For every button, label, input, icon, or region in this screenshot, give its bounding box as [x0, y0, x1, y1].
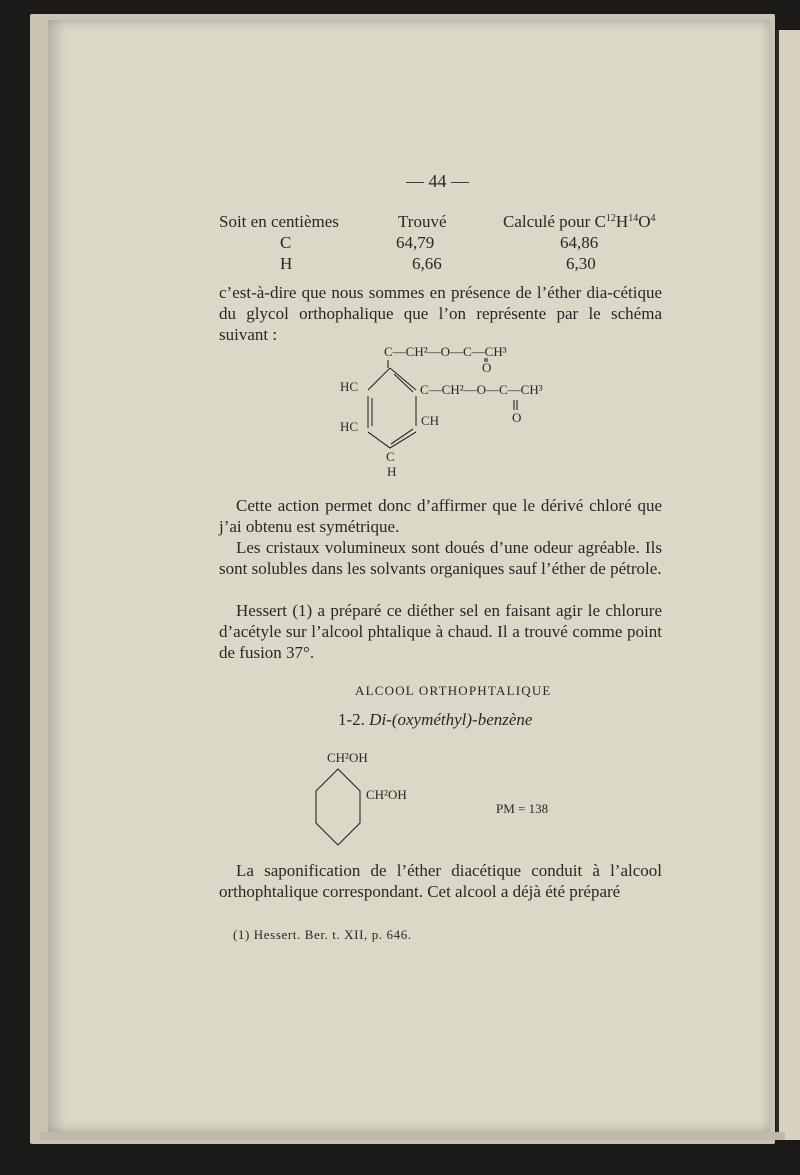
- table-header-found: Trouvé: [398, 212, 447, 231]
- formula-left-hc-2: HC: [340, 419, 359, 434]
- paragraph-diacetate: c’est-à-dire que nous sommes en présence de l’éther dia-cétique du glycol orthophalique que l’on représente par le schéma suivant :: [219, 283, 662, 344]
- paragraph-hessert: Hessert (1) a préparé ce diéther sel en faisant agir le chlorure d’acétyle sur l’alcool phtalique à chaud. Il a trouvé comme point de fusion 37°.: [219, 601, 662, 662]
- formula-top-chain: C—CH²—O—C—CH³: [384, 344, 507, 359]
- section-title: ALCOOL ORTHOPHTALIQUE: [355, 683, 552, 698]
- table-row-element: H: [280, 254, 293, 273]
- table-header-label: Soit en centièmes: [219, 212, 339, 231]
- diacetate-structural-formula: [300, 338, 600, 483]
- table-row-calculated: 64,86: [560, 233, 599, 252]
- formula-bottom-h: H: [387, 464, 397, 479]
- section-subtitle-number: 1-2.: [338, 710, 365, 729]
- paragraph-crystals: Les cristaux volumineux sont doués d’une odeur agréable. Ils sont solubles dans les solvants organiques sauf l’éther de pétrole.: [219, 538, 662, 578]
- page-number: — 44 —: [406, 171, 469, 191]
- formula-top-carbonyl-o: O: [482, 360, 492, 375]
- section-subtitle-name: Di-(oxyméthyl)-benzène: [369, 710, 533, 729]
- formula-bottom-c: C: [386, 449, 395, 464]
- molar-mass: PM = 138: [496, 801, 549, 816]
- table-row-found: 64,79: [396, 233, 435, 252]
- next-page-edge: [776, 30, 800, 1140]
- page-bottom-edge: [40, 1132, 785, 1140]
- paragraph-symmetry: Cette action permet donc d’affirmer que le dérivé chloré que j’ai obtenu est symétrique.: [219, 496, 662, 536]
- section-subtitle: [338, 710, 532, 730]
- formula-left-hc-1: HC: [340, 379, 359, 394]
- alcohol-structural-formula: [300, 745, 610, 855]
- table-row-found: 6,66: [412, 254, 442, 273]
- table-header-calculated: Calculé pour $C^{12}H^{14}O^4$: [503, 212, 656, 231]
- footnote: (1) Hessert. Ber. t. XII, p. 646.: [233, 927, 412, 942]
- formula-ring-ch: CH: [421, 413, 440, 428]
- formula-side-carbonyl-o: O: [512, 410, 522, 425]
- formula-side-group: CH²OH: [366, 787, 407, 802]
- table-row-calculated: 6,30: [566, 254, 596, 273]
- formula-top-group: CH²OH: [327, 750, 368, 765]
- formula-side-chain: C—CH²—O—C—CH³: [420, 382, 543, 397]
- paragraph-saponification: La saponification de l’éther diacétique conduit à l’alcool orthophtalique correspondant. Cet alcool a déjà été préparé: [219, 861, 662, 901]
- table-row-element: C: [280, 233, 292, 252]
